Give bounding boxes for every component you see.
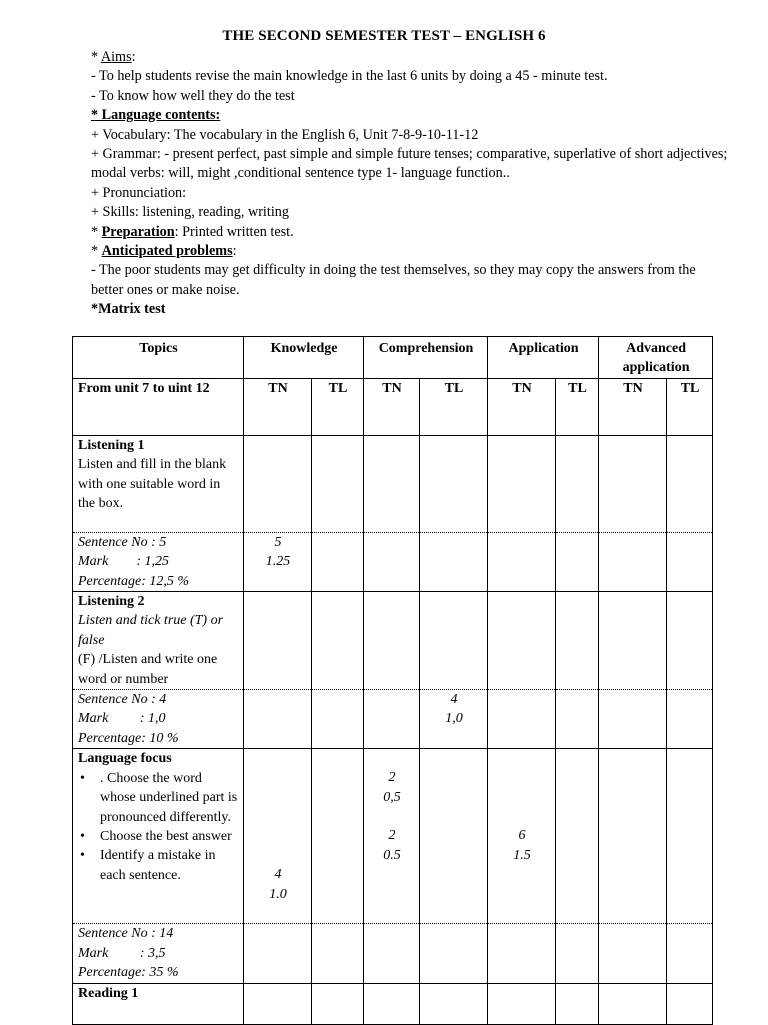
table-row-listening-2 bbox=[73, 592, 713, 690]
table-row-language-focus-stats bbox=[73, 924, 713, 983]
header-advanced-application: Advanced application bbox=[599, 337, 713, 379]
listening-1-knowledge-mark: 1.25 bbox=[265, 554, 291, 570]
listening-1-percentage: Percentage: 12,5 % bbox=[78, 573, 190, 589]
listening-2-desc-italic: Listen and tick true (T) or false bbox=[78, 613, 224, 648]
table-row-reading-1 bbox=[73, 983, 713, 1024]
listening-2-comprehension-tl bbox=[420, 690, 488, 749]
listening-2-title: Listening 2 bbox=[78, 594, 145, 610]
listening-1-stats bbox=[73, 532, 244, 591]
language-contents-line bbox=[91, 106, 731, 125]
aims-line-2: - To know how well they do the test bbox=[91, 87, 295, 104]
aims-line-1: - To help students revise the main knowledge in the last 6 units by doing a 45 - minute test. bbox=[91, 68, 608, 85]
listening-1-desc: Listen and fill in the blank with one suitable word in the box. bbox=[78, 457, 227, 512]
skills-line: + Skills: listening, reading, writing bbox=[91, 204, 289, 221]
intro-section bbox=[91, 48, 731, 320]
listening-1-knowledge-count: 5 bbox=[274, 534, 282, 550]
listening-1-title: Listening 1 bbox=[78, 437, 145, 453]
language-focus-comprehension-mark-2: 0.5 bbox=[383, 847, 401, 863]
pronunciation-line: + Pronunciation: bbox=[91, 184, 187, 201]
language-focus-cell bbox=[73, 749, 244, 924]
table-subheader-row bbox=[73, 378, 713, 435]
application-tn-header: TN bbox=[488, 378, 556, 435]
grammar-line: + Grammar: - present perfect, past simple and simple future tenses; comparative, superlative of short adjectives; modal verbs: will, might ,conditional sentence type 1- language function.. bbox=[91, 146, 728, 182]
language-focus-stats bbox=[73, 924, 244, 983]
listening-2-cell bbox=[73, 592, 244, 690]
comprehension-tn-header: TN bbox=[364, 378, 420, 435]
listening-2-stats bbox=[73, 690, 244, 749]
unit-range-label: From unit 7 to uint 12 bbox=[73, 378, 244, 435]
language-focus-knowledge-count: 4 bbox=[274, 867, 282, 883]
language-focus-application-mark: 1.5 bbox=[513, 847, 531, 863]
document-title: THE SECOND SEMESTER TEST – ENGLISH 6 bbox=[222, 28, 546, 44]
anticipated-text: - The poor students may get difficulty in doing the test themselves, so they may copy the answers from the better ones or make noise. bbox=[91, 262, 696, 298]
language-focus-comprehension-mark-1: 0,5 bbox=[383, 789, 401, 805]
comprehension-tl-header: TL bbox=[420, 378, 488, 435]
aims-line: * Aims: bbox=[91, 49, 136, 65]
matrix-heading: *Matrix test bbox=[91, 301, 166, 318]
header-comprehension: Comprehension bbox=[364, 337, 488, 379]
language-focus-comprehension-count-2: 2 bbox=[388, 828, 396, 844]
language-focus-application-count: 6 bbox=[518, 828, 526, 844]
listening-1-mark: Mark : 1,25 bbox=[78, 554, 169, 570]
listening-2-mark: Mark : 1,0 bbox=[78, 711, 166, 727]
header-topics: Topics bbox=[73, 337, 244, 379]
table-header-row bbox=[73, 337, 713, 379]
language-focus-item-2: • Choose the best answer bbox=[100, 827, 239, 846]
listening-2-percentage: Percentage: 10 % bbox=[78, 730, 179, 746]
preparation-line: * Preparation: Printed written test. bbox=[91, 223, 294, 240]
preparation-text: : Printed written test. bbox=[174, 223, 294, 240]
preparation-heading: Preparation bbox=[101, 223, 175, 240]
listening-1-cell bbox=[73, 435, 244, 532]
table-row-listening-2-stats bbox=[73, 690, 713, 749]
language-focus-item-3: • Identify a mistake in each sentence. bbox=[100, 846, 239, 885]
listening-2-sentence-no: Sentence No : 4 bbox=[78, 692, 167, 708]
language-focus-knowledge-tn bbox=[244, 749, 312, 924]
vocabulary-line: + Vocabulary: The vocabulary in the English 6, Unit 7-8-9-10-11-12 bbox=[91, 126, 479, 143]
table-row-listening-1-stats bbox=[73, 532, 713, 591]
language-focus-comprehension-count-1: 2 bbox=[388, 770, 396, 786]
anticipated-heading: Anticipated problems bbox=[101, 243, 233, 260]
language-focus-application-tn bbox=[488, 749, 556, 924]
language-focus-title: Language focus bbox=[78, 751, 172, 767]
language-contents-heading: * Language contents: bbox=[91, 107, 221, 124]
reading-1-title: Reading 1 bbox=[73, 983, 244, 1024]
language-focus-item-1: • . Choose the word whose underlined part is pronounced differently. bbox=[100, 769, 239, 827]
aims-heading: Aims bbox=[100, 49, 132, 65]
language-focus-knowledge-mark: 1.0 bbox=[269, 886, 287, 902]
knowledge-tn-header: TN bbox=[244, 378, 312, 435]
header-knowledge: Knowledge bbox=[244, 337, 364, 379]
listening-2-desc-rest: (F) /Listen and write one word or number bbox=[78, 652, 218, 687]
listening-1-knowledge-tn bbox=[244, 532, 312, 591]
listening-2-comprehension-mark: 1,0 bbox=[445, 711, 463, 727]
language-focus-mark: Mark : 3,5 bbox=[78, 945, 166, 961]
advanced-tn-header: TN bbox=[599, 378, 667, 435]
language-focus-percentage: Percentage: 35 % bbox=[78, 965, 179, 981]
knowledge-tl-header: TL bbox=[312, 378, 364, 435]
table-row-listening-1 bbox=[73, 435, 713, 532]
language-focus-sentence-no: Sentence No : 14 bbox=[78, 926, 174, 942]
language-focus-list bbox=[78, 769, 239, 885]
listening-2-comprehension-count: 4 bbox=[450, 692, 458, 708]
anticipated-line: * Anticipated problems: bbox=[91, 243, 237, 260]
application-tl-header: TL bbox=[556, 378, 599, 435]
advanced-tl-header: TL bbox=[667, 378, 713, 435]
table-row-language-focus bbox=[73, 749, 713, 924]
language-focus-comprehension-tn bbox=[364, 749, 420, 924]
header-application: Application bbox=[488, 337, 599, 379]
listening-1-sentence-no: Sentence No : 5 bbox=[78, 534, 167, 550]
matrix-table bbox=[72, 336, 713, 1025]
